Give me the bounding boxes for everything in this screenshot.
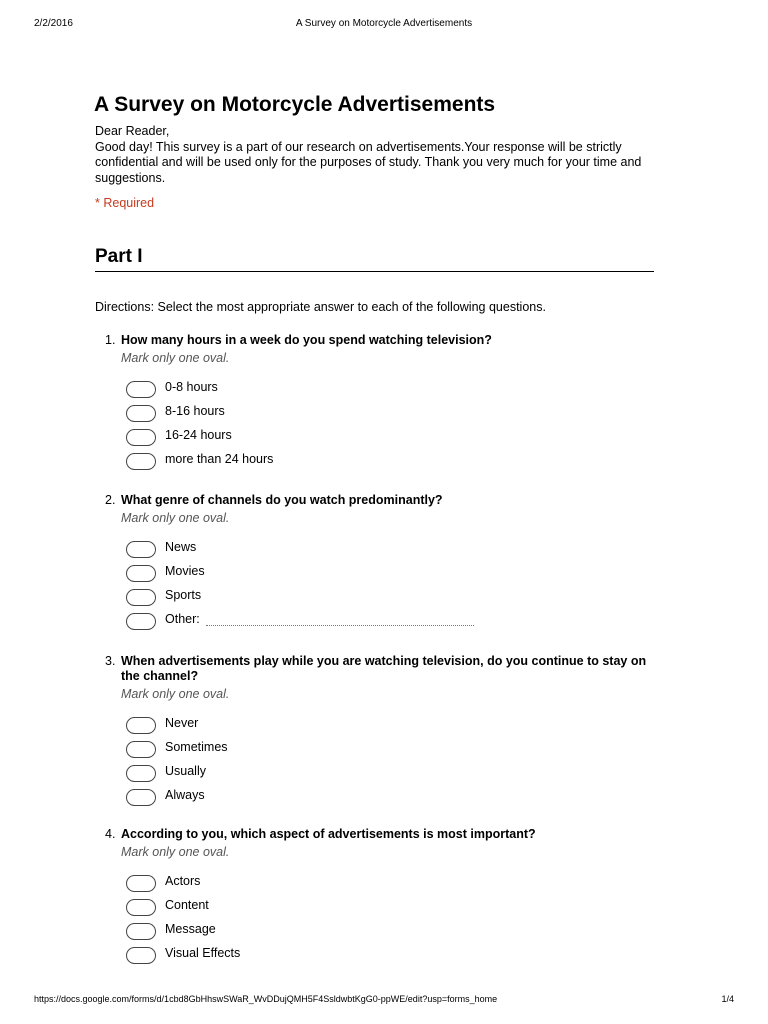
form-title: A Survey on Motorcycle Advertisements — [94, 93, 496, 116]
option-sports[interactable] — [100, 586, 660, 610]
option-label: Movies — [165, 564, 205, 578]
print-footer — [34, 992, 734, 1006]
print-header — [34, 17, 734, 31]
option-more-than-24-hours[interactable] — [100, 450, 660, 474]
option-label: more than 24 hours — [165, 452, 274, 466]
option-16-24-hours[interactable] — [100, 426, 660, 450]
option-label: Content — [165, 898, 209, 912]
option-movies[interactable] — [100, 562, 660, 586]
question-number: 4. — [105, 827, 116, 841]
page-number: 1/4 — [721, 994, 734, 1004]
radio-oval[interactable] — [126, 405, 156, 422]
radio-oval[interactable] — [126, 899, 156, 916]
option-label: 0-8 hours — [165, 380, 218, 394]
option-label: 16-24 hours — [165, 428, 232, 442]
option-0-8-hours[interactable] — [100, 378, 660, 402]
option-message[interactable] — [100, 920, 660, 944]
question-2-title — [100, 493, 660, 508]
option-label: Usually — [165, 764, 206, 778]
question-1-title — [100, 333, 660, 348]
radio-oval[interactable] — [126, 541, 156, 558]
option-never[interactable] — [100, 714, 660, 738]
print-title: A Survey on Motorcycle Advertisements — [295, 18, 473, 29]
question-number: 1. — [105, 333, 116, 347]
option-list — [100, 872, 660, 968]
radio-oval[interactable] — [126, 765, 156, 782]
question-hint: Mark only one oval. — [121, 511, 230, 525]
section-title: Part I — [95, 246, 654, 272]
other-text-field[interactable] — [206, 625, 474, 626]
radio-oval[interactable] — [126, 875, 156, 892]
option-list — [100, 538, 660, 634]
question-4 — [100, 827, 660, 968]
question-hint: Mark only one oval. — [121, 351, 230, 365]
print-url: https://docs.google.com/forms/d/1cbd8GbHhswSWaR_WvDDujQMH5F4SsldwbtKgG0-ppWE/edit?usp=forms_home — [34, 994, 498, 1004]
option-list — [100, 714, 660, 810]
radio-oval[interactable] — [126, 923, 156, 940]
question-4-title — [100, 827, 660, 842]
question-number: 3. — [105, 654, 116, 668]
option-label: Sometimes — [165, 740, 228, 754]
question-number: 2. — [105, 493, 116, 507]
option-visual-effects[interactable] — [100, 944, 660, 968]
print-date: 2/2/2016 — [34, 18, 73, 29]
radio-oval[interactable] — [126, 381, 156, 398]
option-label: News — [165, 540, 197, 554]
form-description — [95, 124, 665, 186]
question-text: According to you, which aspect of advertisements is most important? — [121, 827, 536, 841]
radio-oval[interactable] — [126, 613, 156, 630]
option-label: Message — [165, 922, 216, 936]
option-news[interactable] — [100, 538, 660, 562]
option-always[interactable] — [100, 786, 660, 810]
radio-oval[interactable] — [126, 789, 156, 806]
option-label: Never — [165, 716, 199, 730]
option-label: Other: — [165, 612, 200, 626]
question-text: When advertisements play while you are watching television, do you continue to stay on the channel? — [121, 654, 647, 683]
radio-oval[interactable] — [126, 453, 156, 470]
radio-oval[interactable] — [126, 947, 156, 964]
option-label: 8-16 hours — [165, 404, 225, 418]
option-label: Sports — [165, 588, 202, 602]
question-3-title — [100, 654, 660, 684]
option-actors[interactable] — [100, 872, 660, 896]
option-8-16-hours[interactable] — [100, 402, 660, 426]
radio-oval[interactable] — [126, 741, 156, 758]
radio-oval[interactable] — [126, 717, 156, 734]
option-label: Visual Effects — [165, 946, 241, 960]
intro-text: Good day! This survey is a part of our research on advertisements.Your response will be strictly confidential and will be used only for the purposes of study. Thank you very much for your time and suggestions. — [95, 139, 642, 185]
greeting: Dear Reader, — [95, 124, 170, 138]
directions: Directions: Select the most appropriate answer to each of the following questions. — [95, 300, 546, 314]
option-sometimes[interactable] — [100, 738, 660, 762]
option-list — [100, 378, 660, 474]
option-label: Always — [165, 788, 205, 802]
option-other[interactable] — [100, 610, 660, 634]
radio-oval[interactable] — [126, 565, 156, 582]
option-content[interactable] — [100, 896, 660, 920]
required-note: * Required — [95, 196, 155, 210]
question-3 — [100, 654, 660, 810]
option-label: Actors — [165, 874, 201, 888]
question-2 — [100, 493, 660, 634]
question-text: How many hours in a week do you spend watching television? — [121, 333, 492, 347]
radio-oval[interactable] — [126, 589, 156, 606]
question-text: What genre of channels do you watch predominantly? — [121, 493, 443, 507]
question-hint: Mark only one oval. — [121, 687, 230, 701]
option-usually[interactable] — [100, 762, 660, 786]
question-1 — [100, 333, 660, 474]
radio-oval[interactable] — [126, 429, 156, 446]
question-hint: Mark only one oval. — [121, 845, 230, 859]
